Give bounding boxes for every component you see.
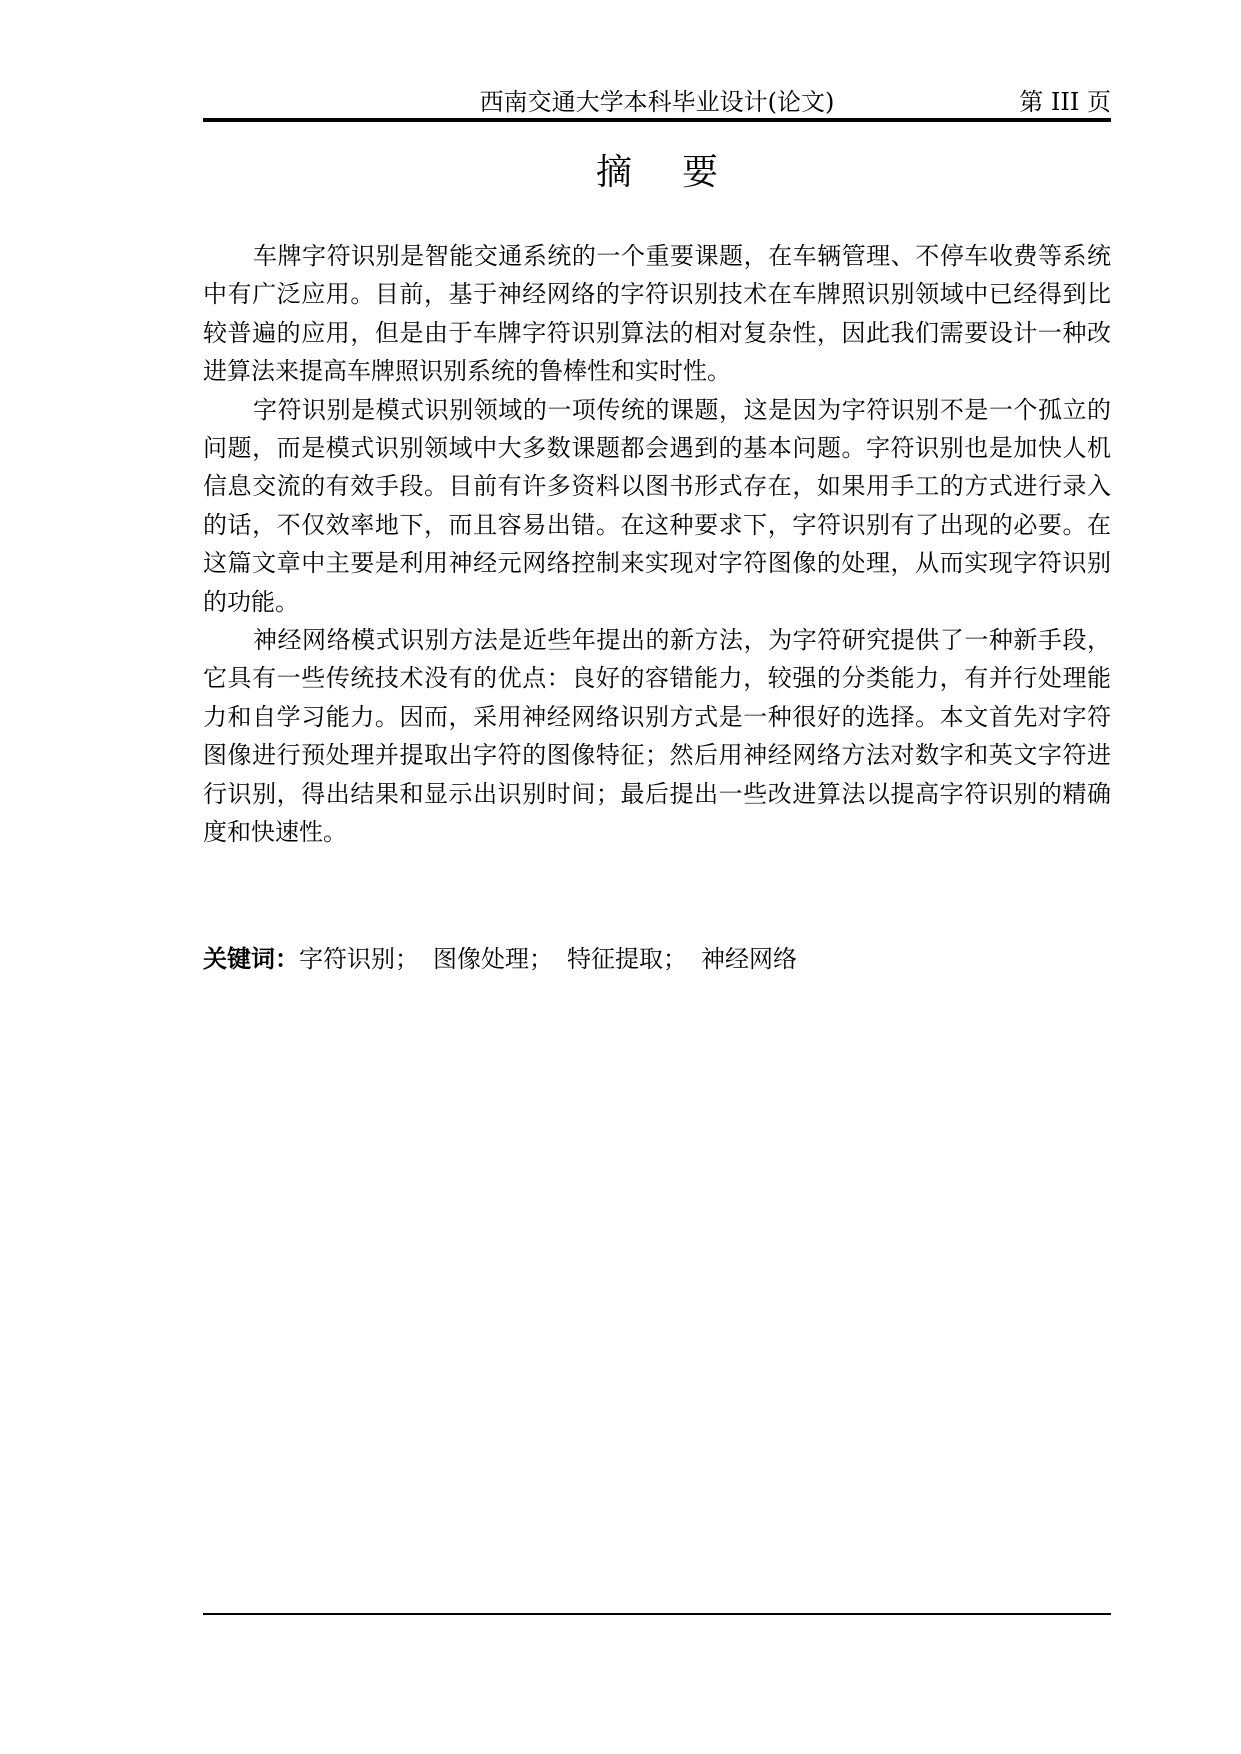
keyword-item: 字符识别；	[299, 945, 419, 973]
footer-rule	[203, 1613, 1111, 1615]
keywords-line	[203, 940, 1111, 978]
abstract-paragraph-3: 神经网络模式识别方法是近些年提出的新方法，为字符研究提供了一种新手段，它具有一些传统技术没有的优点：良好的容错能力，较强的分类能力，有并行处理能力和自学习能力。因而，采用神经网络识别方式是一种很好的选择。本文首先对字符图像进行预处理并提取出字符的图像特征；然后用神经网络方法对数字和英文字符进行识别，得出结果和显示出识别时间；最后提出一些改进算法以提高字符识别的精确度和快速性。	[203, 626, 1111, 847]
header-title: 西南交通大学本科毕业设计(论文)	[479, 88, 835, 116]
header-page-number: 第 III 页	[1019, 88, 1111, 116]
keyword-item: 特征提取；	[567, 945, 687, 973]
keywords-label: 关键词：	[203, 944, 299, 973]
abstract-paragraph-1: 车牌字符识别是智能交通系统的一个重要课题，在车辆管理、不停车收费等系统中有广泛应用。目前，基于神经网络的字符识别技术在车牌照识别领域中已经得到比较普遍的应用，但是由于车牌字符识别算法的相对复杂性，因此我们需要设计一种改进算法来提高车牌照识别系统的鲁棒性和实时性。	[203, 242, 1111, 386]
keyword-item: 图像处理；	[433, 945, 553, 973]
page-header	[203, 84, 1111, 120]
abstract-body	[203, 237, 1111, 852]
abstract-title: 摘要	[595, 152, 768, 193]
keyword-item: 神经网络	[701, 945, 797, 973]
abstract-paragraph-2: 字符识别是模式识别领域的一项传统的课题，这是因为字符识别不是一个孤立的问题，而是模式识别领域中大多数课题都会遇到的基本问题。字符识别也是加快人机信息交流的有效手段。目前有许多资料以图书形式存在，如果用手工的方式进行录入的话，不仅效率地下，而且容易出错。在这种要求下，字符识别有了出现的必要。在这篇文章中主要是利用神经元网络控制来实现对字符图像的处理，从而实现字符识别的功能。	[203, 395, 1111, 616]
header-rule	[203, 118, 1111, 122]
